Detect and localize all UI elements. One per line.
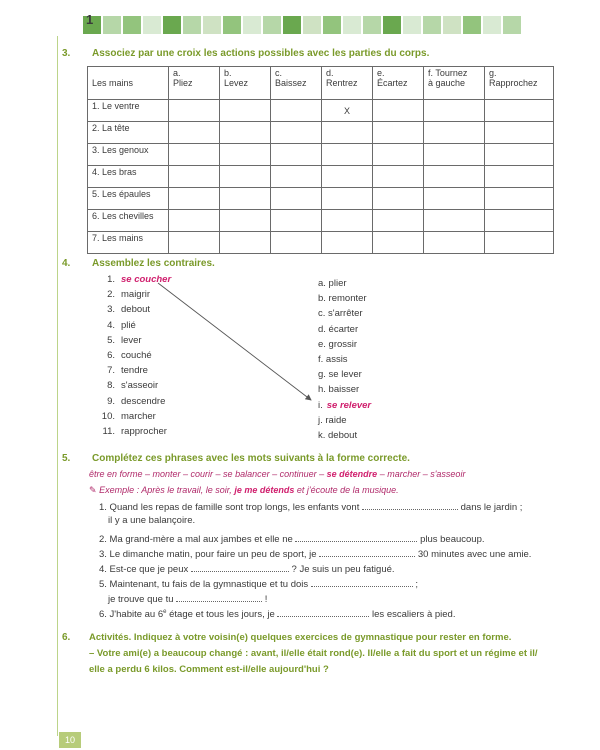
- left-item-number: 1.: [107, 274, 115, 285]
- column-letter: b.: [224, 68, 232, 78]
- s5-text-end: ;: [415, 579, 419, 590]
- s6-text-2: étage et tous les jours, je: [169, 609, 275, 620]
- example-part1: Exemple : Après le travail, le soir,: [99, 485, 232, 495]
- sentence-4: [99, 562, 395, 575]
- right-item-text: d. écarter: [318, 323, 359, 335]
- word-bank-highlight: se détendre: [326, 469, 378, 479]
- right-item-text: k. debout: [318, 429, 358, 441]
- table-corner-cell: Les mains: [88, 67, 169, 100]
- word-bank-part2: – marcher – s'asseoir: [379, 469, 466, 479]
- s6-text-end: les escaliers à pied.: [372, 609, 456, 620]
- s2-blank[interactable]: [295, 532, 417, 542]
- left-item-word: lever: [121, 334, 142, 346]
- s3-text: 3. Le dimanche matin, pour faire un peu de sport, je: [99, 549, 317, 560]
- table-row-label: 2. La tête: [88, 122, 169, 144]
- ex6-line-3: elle a perdu 6 kilos. Comment est-il/elle aujourd'hui ?: [89, 664, 329, 675]
- s1-blank[interactable]: [362, 500, 458, 510]
- column-label: Écartez: [377, 78, 408, 88]
- s6-text: 6. J'habite au 6: [99, 609, 164, 620]
- ex6-number: 6.: [62, 632, 71, 643]
- table-row-label: 3. Les genoux: [88, 144, 169, 166]
- page-number: 10: [59, 732, 81, 748]
- right-item-text: f. assis: [318, 353, 348, 365]
- table-row-label: 5. Les épaules: [88, 188, 169, 210]
- s5-blank-2[interactable]: [176, 592, 262, 602]
- right-item-text: j. raide: [318, 414, 347, 426]
- sentence-5: [99, 577, 418, 590]
- s5-text-2: je trouve que tu: [108, 594, 174, 605]
- sentence-6: [99, 607, 455, 620]
- left-item-word: tendre: [121, 365, 148, 377]
- left-item-word: marcher: [121, 410, 156, 422]
- right-item-text: g. se lever: [318, 369, 362, 381]
- sentence-5-cont: [108, 592, 267, 605]
- column-label: Baissez: [275, 78, 307, 88]
- ex6-title: [89, 632, 511, 643]
- unit-number: 1: [86, 12, 94, 27]
- column-label: à gauche: [428, 78, 466, 88]
- ex5-number: 5.: [62, 453, 71, 464]
- left-item-number: 9.: [107, 395, 115, 407]
- left-item-word: s'asseoir: [121, 380, 159, 392]
- ex5-title: Complétez ces phrases avec les mots suivants à la forme correcte.: [92, 453, 410, 464]
- s5-blank-1[interactable]: [311, 577, 413, 587]
- column-letter: a.: [173, 68, 181, 78]
- ex4-number: 4.: [62, 258, 71, 269]
- s4-text-end: ? Je suis un peu fatigué.: [291, 564, 395, 575]
- column-letter: g.: [489, 68, 497, 78]
- s1-text-end: dans le jardin ;: [460, 502, 523, 513]
- table-row-label: 7. Les mains: [88, 232, 169, 254]
- example-part2: et j'écoute de la musique.: [296, 485, 399, 495]
- ex3-title: Associez par une croix les actions possibles avec les parties du corps.: [92, 48, 430, 59]
- left-item-word: maigrir: [121, 289, 151, 301]
- left-item-word: rapprocher: [121, 425, 167, 437]
- table-row-label: 1. Le ventre: [88, 100, 169, 122]
- left-item-word: plié: [121, 319, 136, 331]
- left-item-number: 8.: [107, 380, 115, 392]
- s1-text: 1. Quand les repas de famille sont trop longs, les enfants vont: [99, 502, 360, 513]
- left-item-number: 6.: [107, 349, 115, 361]
- pencil-icon: ✎: [89, 485, 97, 495]
- s2-text: 2. Ma grand-mère a mal aux jambes et elle ne: [99, 534, 293, 545]
- left-item-number: 3.: [107, 304, 115, 316]
- sentence-3: [99, 547, 531, 560]
- left-item-word: debout: [121, 304, 151, 316]
- column-letter: e.: [377, 68, 385, 78]
- example-line: [89, 485, 399, 496]
- ex6-line-2: – Votre ami(e) a beaucoup changé : avant, il/elle était rond(e). Il/elle a fait du sport et un régime et il/: [89, 648, 538, 659]
- left-item-word: se coucher: [121, 274, 172, 285]
- right-item-text: e. grossir: [318, 338, 358, 350]
- left-item-word: couché: [121, 349, 152, 361]
- s6-superscript: e: [163, 608, 167, 615]
- left-item-word: descendre: [121, 395, 166, 407]
- column-letter: d.: [326, 68, 334, 78]
- s6-blank[interactable]: [277, 607, 369, 617]
- s3-blank[interactable]: [319, 547, 415, 557]
- left-item-number: 2.: [107, 289, 115, 301]
- left-item-number: 4.: [107, 319, 115, 331]
- s5-text-end-2: !: [264, 594, 268, 605]
- table-row-label: 4. Les bras: [88, 166, 169, 188]
- word-bank: [89, 469, 465, 479]
- column-label: Rapprochez: [489, 78, 538, 88]
- ex4-title: Assemblez les contraires.: [92, 258, 215, 269]
- table-cell[interactable]: X: [322, 100, 373, 122]
- ex6-title-label: Activités.: [89, 632, 132, 643]
- s4-blank[interactable]: [191, 562, 289, 572]
- word-bank-part1: être en forme – monter – courir – se balancer – continuer –: [89, 469, 325, 479]
- column-letter: f. Tournez: [428, 68, 468, 78]
- left-item-number: 10.: [101, 410, 115, 422]
- right-item-text: c. s'arrêter: [318, 308, 363, 320]
- sentence-1: [99, 500, 522, 513]
- column-label: Levez: [224, 78, 249, 88]
- column-label: Pliez: [173, 78, 193, 88]
- ex3-number: 3.: [62, 48, 71, 59]
- right-item-text: b. remonter: [318, 293, 367, 305]
- s2-text-end: plus beaucoup.: [420, 534, 485, 545]
- left-item-number: 5.: [107, 334, 115, 346]
- right-item-text: h. baisser: [318, 384, 360, 396]
- match-arrow-line: [158, 283, 311, 400]
- ex6-title-text: Indiquez à votre voisin(e) quelques exercices de gymnastique pour rester en forme.: [133, 632, 512, 643]
- right-item-highlight: se relever: [326, 399, 372, 411]
- right-item-text: i.: [318, 399, 323, 411]
- example-highlight: je me détends: [234, 485, 295, 495]
- s4-text: 4. Est-ce que je peux: [99, 564, 189, 575]
- right-item-text: a. plier: [318, 278, 347, 289]
- sentence-2: [99, 532, 485, 545]
- column-letter: c.: [275, 68, 283, 78]
- left-item-number: 7.: [107, 365, 115, 377]
- s3-text-end: 30 minutes avec une amie.: [417, 549, 532, 560]
- table-row-label: 6. Les chevilles: [88, 210, 169, 232]
- sentence-1-cont: il y a une balançoire.: [108, 515, 196, 526]
- left-item-number: 11.: [102, 425, 115, 437]
- column-label: Rentrez: [326, 78, 358, 88]
- s5-text: 5. Maintenant, tu fais de la gymnastique et tu dois: [99, 579, 309, 590]
